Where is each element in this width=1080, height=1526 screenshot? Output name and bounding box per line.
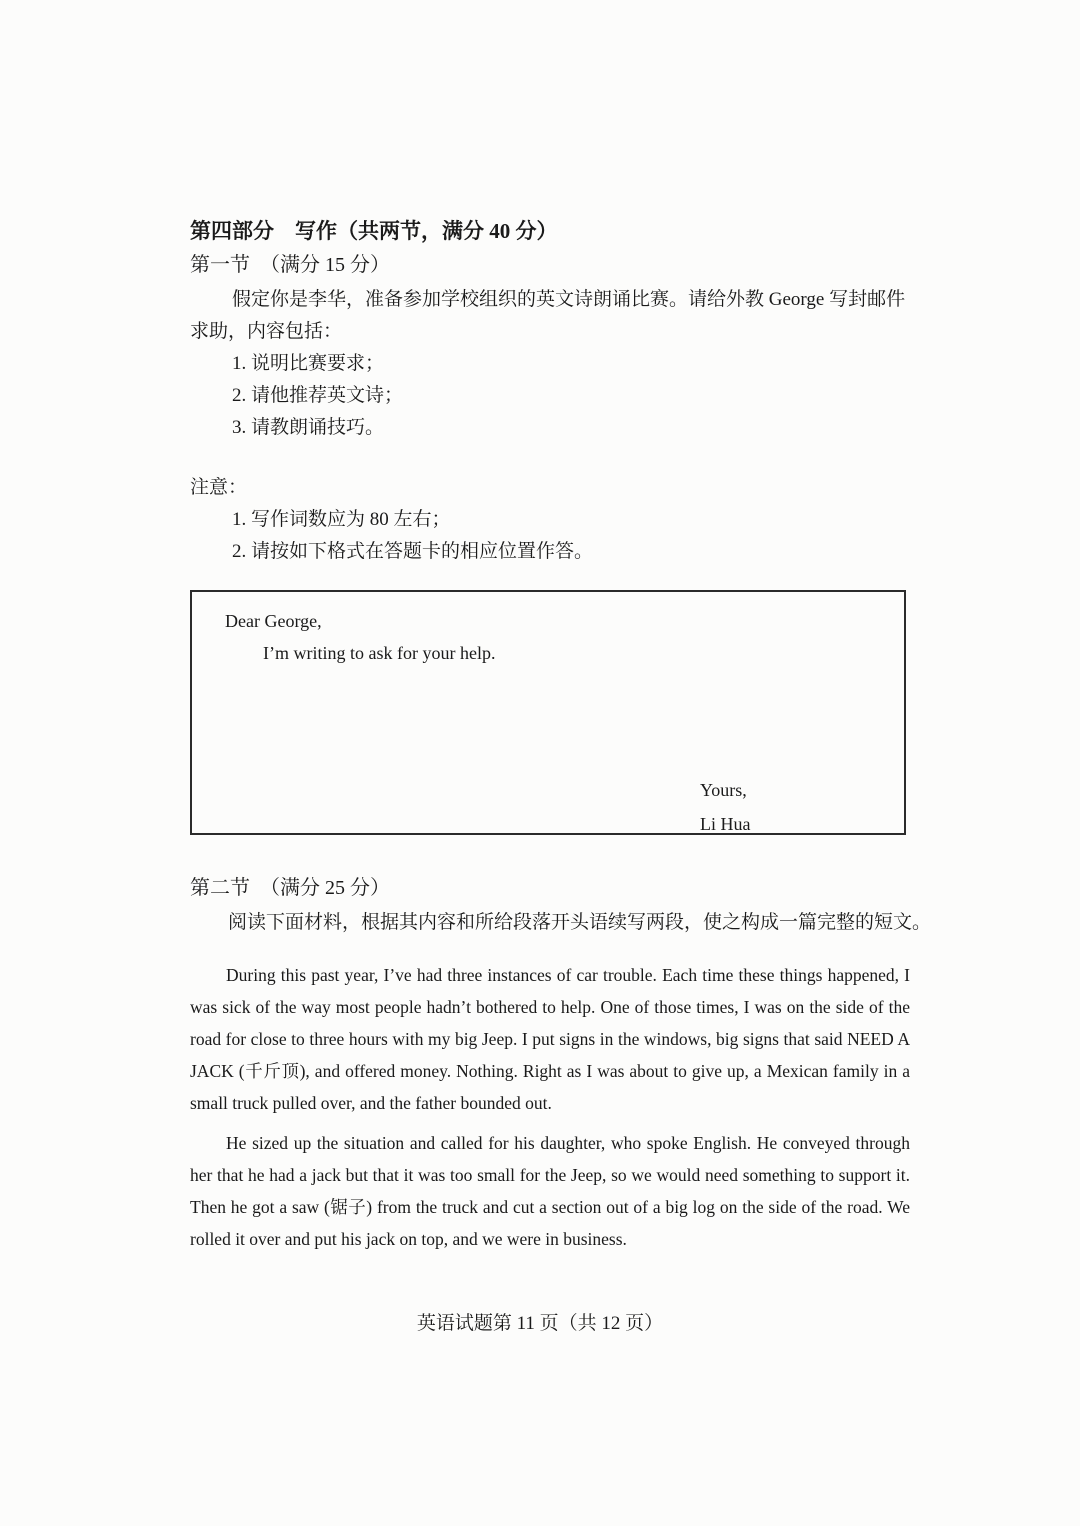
notice-label: 注意：	[190, 477, 248, 498]
story-paragraph-1: During this past year, I’ve had three instances of car trouble. Each time these things happened, I was sick of the way most people hadn’t bothered to help. One of those times, I was on the side of the road for close to three hours with my big Jeep. I put signs in the windows, big signs that said NEED A JACK (千斤顶), and offered money. Nothing. Right as I was about to give up, a Mexican family in a small truck pulled over, and the father bounded out.	[190, 965, 910, 1113]
content-points-list	[190, 348, 910, 444]
page-footer: 英语试题第 11 页（共 12 页）	[416, 1313, 664, 1334]
section-one-intro-line-1: 假定你是李华，准备参加学校组织的英文诗朗诵比赛。请给外教 George 写封邮件	[232, 289, 906, 310]
content-point-1: 1. 说明比赛要求；	[232, 353, 385, 374]
letter-format-box	[190, 590, 906, 835]
section-one-heading: 第一节 （满分 15 分）	[190, 254, 390, 276]
content-point-2: 2. 请他推荐英文诗；	[232, 385, 404, 406]
letter-opening-line: I’m writing to ask for your help.	[263, 643, 496, 663]
section-two-heading: 第二节 （满分 25 分）	[190, 877, 390, 899]
story-paragraph-2: He sized up the situation and called for his daughter, who spoke English. He conveyed through her that he had a jack but that it was too small for the Jeep, so we would need something to support it. Then he got a saw (锯子) from the truck and cut a section out of a big log on the side of the road. We rolled it over and put his jack on top, and we were in business.	[190, 1133, 910, 1249]
notice-list	[190, 504, 910, 568]
letter-closing: Yours,	[700, 780, 747, 800]
section-one-intro-line-2: 求助，内容包括：	[190, 321, 343, 342]
part-four-heading: 第四部分 写作（共两节，满分 40 分）	[190, 219, 558, 243]
notice-item-1: 1. 写作词数应为 80 左右；	[232, 509, 451, 530]
letter-closing-block	[700, 773, 884, 841]
content-point-3: 3. 请教朗诵技巧。	[232, 417, 385, 438]
letter-salutation: Dear George,	[225, 611, 322, 631]
letter-signature: Li Hua	[700, 814, 751, 834]
section-two-instruction: 阅读下面材料，根据其内容和所给段落开头语续写两段，使之构成一篇完整的短文。	[228, 912, 932, 933]
notice-item-2: 2. 请按如下格式在答题卡的相应位置作答。	[232, 541, 594, 562]
